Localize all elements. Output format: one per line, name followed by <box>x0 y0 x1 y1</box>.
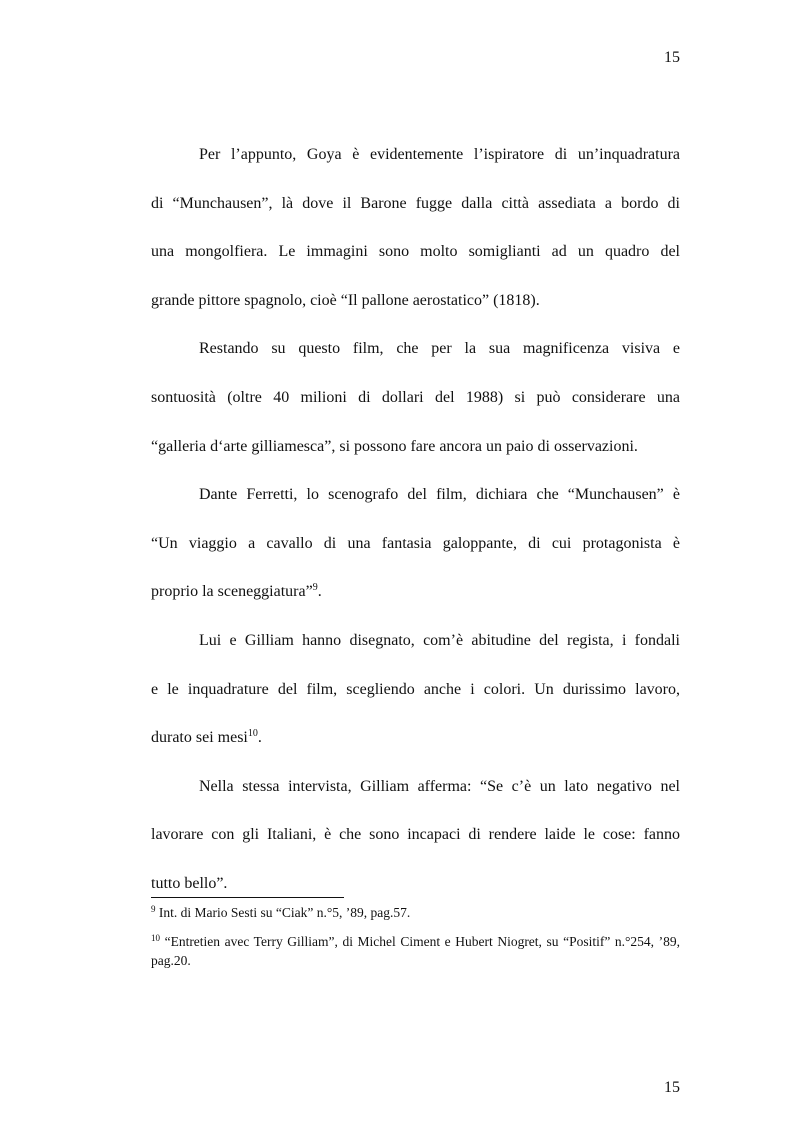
paragraph-3-line-1: Dante Ferretti, lo scenografo del film, dichiara che “Munchausen” è <box>199 486 680 504</box>
paragraph-2-line-2: sontuosità (oltre 40 milioni di dollari del 1988) si può considerare una <box>151 388 680 406</box>
paragraph-1-line-1: Per l’appunto, Goya è evidentemente l’ispiratore di un’inquadratura <box>199 146 680 163</box>
paragraph-4 <box>151 617 680 763</box>
paragraph-4-line-3-text: durato sei mesi <box>151 729 248 747</box>
paragraph-5-line-1: Nella stessa intervista, Gilliam afferma: “Se c’è un lato negativo nel <box>199 777 680 795</box>
paragraph-5-line-3: tutto bello”. <box>151 874 228 892</box>
footnote-9 <box>151 903 680 922</box>
page-number-top: 15 <box>664 49 680 66</box>
paragraph-1-line-3: una mongolfiera. Le immagini sono molto somiglianti ad un quadro del <box>151 243 680 261</box>
paragraph-1-line-2: di “Munchausen”, là dove il Barone fugge dalla città assediata a bordo di <box>151 194 680 212</box>
paragraph-4-line-1: Lui e Gilliam hanno disegnato, com’è abitudine del regista, i fondali <box>199 631 680 649</box>
footnote-ref-10: 10 <box>247 728 258 740</box>
paragraph-1 <box>151 131 680 325</box>
footnote-ref-9: 9 <box>312 582 318 594</box>
footnotes <box>151 903 680 980</box>
paragraph-2 <box>151 325 680 471</box>
paragraph-5 <box>151 763 680 909</box>
footnote-9-text: Int. di Mario Sesti su “Ciak” n.°5, ’89, pag.57. <box>155 905 411 920</box>
paragraph-3-line-3-text: proprio la sceneggiatura” <box>151 583 313 601</box>
footnote-10-number: 10 <box>151 933 160 943</box>
footnote-9-number: 9 <box>151 904 156 914</box>
paragraph-3-line-3-tail: . <box>317 583 322 601</box>
paragraph-2-line-1: Restando su questo film, che per la sua magnificenza visiva e <box>199 340 680 358</box>
page-number-bottom: 15 <box>664 1079 680 1096</box>
paragraph-4-line-3 <box>151 714 680 763</box>
footnote-10 <box>151 932 680 970</box>
paragraph-4-line-2: e le inquadrature del film, scegliendo anche i colori. Un durissimo lavoro, <box>151 680 680 698</box>
paragraph-3-line-2: “Un viaggio a cavallo di una fantasia galoppante, di cui protagonista è <box>151 534 680 552</box>
footnote-separator <box>151 897 344 898</box>
paragraph-3-line-3 <box>151 568 680 617</box>
paragraph-4-line-3-tail: . <box>257 729 262 747</box>
paragraph-1-line-4: grande pittore spagnolo, cioè “Il pallone aerostatico” (1818). <box>151 291 540 309</box>
footnote-10-text: “Entretien avec Terry Gilliam”, di Michel Ciment e Hubert Niogret, su “Positif” n.°254, ’89, pag.20. <box>151 934 680 968</box>
body-text <box>151 131 680 909</box>
paragraph-3 <box>151 471 680 617</box>
paragraph-5-line-2: lavorare con gli Italiani, è che sono incapaci di rendere laide le cose: fanno <box>151 826 680 844</box>
paragraph-2-line-3: “galleria d‘arte gilliamesca”, si possono fare ancora un paio di osservazioni. <box>151 437 638 455</box>
